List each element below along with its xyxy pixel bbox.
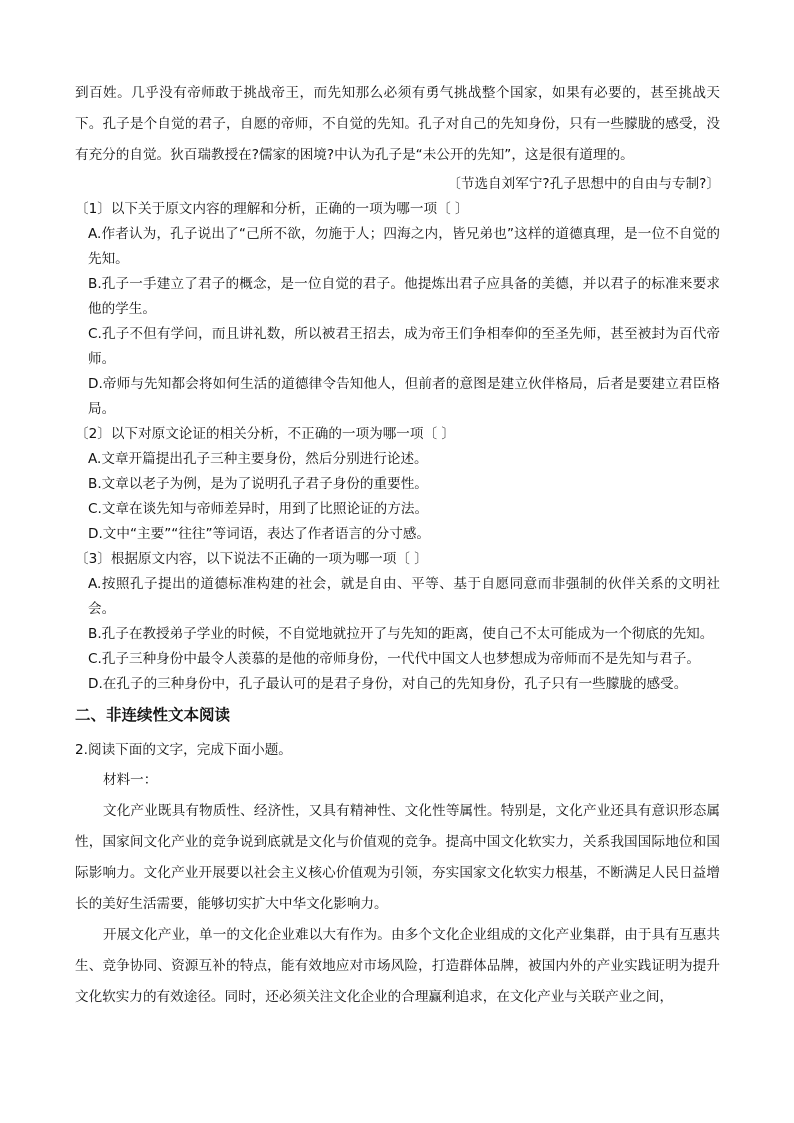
- option-a: A.按照孔子提出的道德标准构建的社会，就是自由、平等、基于自愿同意而非强制的伙伴关系的文明社会。: [88, 576, 720, 617]
- option-b: B.文章以老子为例，是为了说明孔子君子身份的重要性。: [88, 476, 428, 492]
- material-label: 材料一：: [103, 772, 158, 788]
- material-paragraph: 开展文化产业，单一的文化企业难以大有作为。由多个文化企业组成的文化产业集群，由于具有互惠共生、竞争协同、资源互补的特点，能有效地应对市场风险，打造群体品牌，被国内外的产业实践证明为提升文化软实力的有效途径。同时，还必须关注文化企业的合理赢利追求，在文化产业与关联产业之间，: [75, 927, 720, 1005]
- question-stem: 〔2〕以下对原文论证的相关分析，不正确的一项为哪一项〔 〕: [75, 426, 455, 442]
- source-note: 〔节选自刘军宁?孔子思想中的自由与专制?〕: [447, 176, 720, 192]
- option-b: B.孔子在教授弟子学业的时候，不自觉地就拉开了与先知的距离，使自己不太可能成为一个彻底的先知。: [88, 626, 714, 642]
- question-stem: 〔3〕根据原文内容，以下说法不正确的一项为哪一项〔 〕: [75, 551, 428, 567]
- section-heading: 二、非连续性文本阅读: [75, 706, 231, 724]
- option-d: D.在孔子的三种身份中，孔子最认可的是君子身份，对自己的先知身份，孔子只有一些朦胧的感受。: [88, 676, 688, 692]
- instruction-text: 2.阅读下面的文字，完成下面小题。: [75, 742, 292, 758]
- intro-paragraph: 到百姓。几乎没有帝师敢于挑战帝王，而先知那么必须有勇气挑战整个国家，如果有必要的，甚至挑战天下。孔子是个自觉的君子，自愿的帝师，不自觉的先知。孔子对自己的先知身份，只有一些朦胧的感受，没有充分的自觉。狄百瑞教授在?儒家的困境?中认为孔子是“未公开的先知”，这是很有道理的。: [75, 85, 720, 163]
- question-2: [75, 422, 720, 547]
- option-d: D.帝师与先知都会将如何生活的道德律令告知他人，但前者的意图是建立伙伴格局，后者是要建立君臣格局。: [88, 376, 720, 417]
- option-c: C.孔子三种身份中最令人羡慕的是他的帝师身份，一代代中国文人也梦想成为帝师而不是先知与君子。: [88, 651, 700, 667]
- option-a: A.文章开篇提出孔子三种主要身份，然后分别进行论述。: [88, 451, 428, 467]
- option-b: B.孔子一手建立了君子的概念，是一位自觉的君子。他提炼出君子应具备的美德，并以君子的标准来要求他的学生。: [88, 276, 720, 317]
- option-c: C.文章在谈先知与帝师差异时，用到了比照论证的方法。: [88, 501, 429, 517]
- material-paragraph: 文化产业既具有物质性、经济性，又具有精神性、文化性等属性。特别是，文化产业还具有意识形态属性，国家间文化产业的竞争说到底就是文化与价值观的竞争。提高中国文化软实力，关系我国国际地位和国际影响力。文化产业开展要以社会主义核心价值观为引领，夯实国家文化软实力根基，不断满足人民日益增长的美好生活需要，能够切实扩大中华文化影响力。: [75, 803, 720, 912]
- question-3: [75, 547, 720, 697]
- option-c: C.孔子不但有学问，而且讲礼数，所以被君王招去，成为帝王们争相奉仰的至圣先师，甚至被封为百代帝师。: [88, 326, 720, 367]
- option-a: A.作者认为，孔子说出了“己所不欲，勿施于人；四海之内，皆兄弟也”这样的道德真理，是一位不自觉的先知。: [88, 226, 720, 267]
- question-stem: 〔1〕以下关于原文内容的理解和分析，正确的一项为哪一项〔 〕: [75, 201, 469, 217]
- option-d: D.文中“主要”“往往”等词语，表达了作者语言的分寸感。: [88, 526, 431, 542]
- document-body: [75, 78, 720, 1013]
- question-1: [75, 197, 720, 422]
